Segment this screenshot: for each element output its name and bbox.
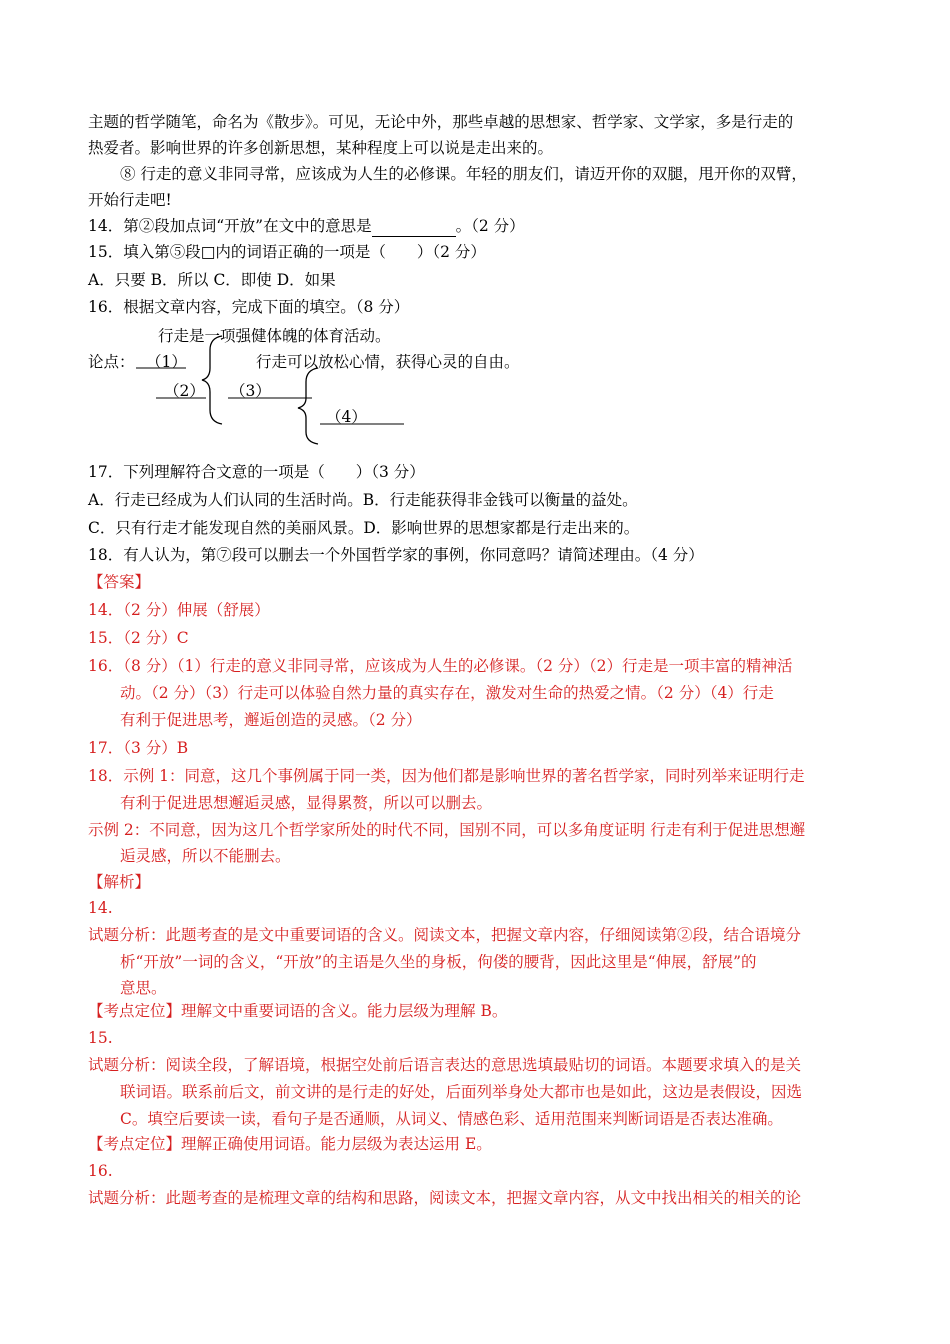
answer-18: 18．示例 1：同意，这几个事例属于同一类，因为他们都是影响世界的著名哲学家，同时列举来证明行走: [88, 767, 805, 785]
answer-header: 【答案】: [88, 573, 151, 591]
question-15: 15．填入第⑤段□内的词语正确的一项是（ ）（2 分）: [88, 243, 486, 261]
analysis-16: 试题分析：此题考查的是梳理文章的结构和思路，阅读文本，把握文章内容，从文中找出相关的相关的论: [88, 1189, 802, 1207]
question-14-points: 。（2 分）: [455, 217, 525, 235]
question-18: 18．有人认为，第⑦段可以删去一个外国哲学家的事例，你同意吗？请简述理由。（4 分）: [88, 546, 704, 564]
tree-item-top: 行走是一项强健体魄的体育活动。: [158, 327, 391, 345]
analysis-number-16: 16.: [88, 1162, 113, 1180]
question-17: 17．下列理解符合文意的一项是（ ）（3 分）: [88, 463, 425, 481]
answer-18-example-2: 示例 2：不同意，因为这几个哲学家所处的时代不同，国别不同，可以多角度证明 行走有利于促进思想邂: [88, 821, 806, 839]
tree-blank-1: （1）: [146, 353, 187, 371]
analysis-15-cont: 联词语。联系前后文，前文讲的是行走的好处，后面列举身处大都市也是如此，这边是表假设，因选: [120, 1083, 803, 1101]
answer-18-cont: 有利于促进思想邂逅灵感，显得累赘，所以可以删去。: [120, 794, 493, 812]
analysis-number-14: 14.: [88, 899, 113, 917]
answer-17: 17．（3 分）B: [88, 739, 189, 757]
passage-line: 主题的哲学随笔，命名为《散步》。可见，无论中外，那些卓越的思想家、哲学家、文学家，多是行走的: [88, 113, 794, 131]
key-point-15: [88, 1134, 868, 1154]
answer-15: 15．（2 分）C: [88, 629, 189, 647]
key-point-tag: 【考点定位】: [88, 1002, 182, 1020]
analysis-number-15: 15.: [88, 1029, 113, 1047]
tree-item-mid: 行走可以放松心情，获得心灵的自由。: [256, 353, 520, 371]
question-14-text: 14．第②段加点词“开放”在文中的意思是: [88, 217, 372, 235]
question-17-options-cd: C．只有行走才能发现自然的美丽风景。D．影响世界的思想家都是行走出来的。: [88, 519, 640, 537]
bracket-lines: [0, 0, 950, 460]
question-15-options: A．只要 B．所以 C．即使 D．如果: [88, 271, 336, 289]
key-point-tag: 【考点定位】: [88, 1135, 182, 1153]
key-point-text: 理解正确使用词语。能力层级为表达运用 E。: [181, 1135, 492, 1153]
answer-18-cont: 逅灵感，所以不能删去。: [120, 847, 291, 865]
passage-line: 热爱者。影响世界的许多创新思想，某种程度上可以说是走出来的。: [88, 139, 554, 157]
key-point-14: [88, 1001, 868, 1021]
analysis-14-cont: 析“开放”一词的含义，“开放”的主语是久坐的身板，佝偻的腰背，因此这里是“伸展，舒展”的: [120, 953, 757, 971]
passage-paragraph-8: ⑧ 行走的意义非同寻常，应该成为人生的必修课。年轻的朋友们，请迈开你的双腿，甩开你的双臂，: [120, 165, 807, 183]
answer-16-cont: 动。（2 分）（3）行走可以体验自然力量的真实存在，激发对生命的热爱之情。（2 分）（4）行走: [120, 684, 774, 702]
answer-14: 14．（2 分）伸展（舒展）: [88, 601, 270, 619]
analysis-14-cont: 意思。: [120, 979, 167, 997]
answer-16: 16．（8 分）（1）行走的意义非同寻常，应该成为人生的必修课。（2 分）（2）行走是一项丰富的精神活: [88, 657, 793, 675]
analysis-15-cont: C。填空后要读一读，看句子是否通顺，从词义、情感色彩、适用范围来判断词语是否表达准确。: [120, 1110, 783, 1128]
tree-label: 论点：: [88, 353, 135, 371]
key-point-text: 理解文中重要词语的含义。能力层级为理解 B。: [181, 1002, 508, 1020]
tree-blank-3: （3）: [230, 382, 271, 400]
tree-blank-2: （2）: [164, 382, 205, 400]
passage-line: 开始行走吧!: [88, 191, 172, 209]
question-16: 16．根据文章内容，完成下面的填空。（8 分）: [88, 298, 410, 316]
question-17-options-ab: A．行走已经成为人们认同的生活时尚。B．行走能获得非金钱可以衡量的益处。: [88, 491, 638, 509]
answer-16-cont: 有利于促进思考，邂逅创造的灵感。（2 分）: [120, 711, 422, 729]
tree-blank-4: （4）: [326, 408, 367, 426]
analysis-14: 试题分析：此题考查的是文中重要词语的含义。阅读文本，把握文章内容，仔细阅读第②段，结合语境分: [88, 926, 802, 944]
analysis-15: 试题分析：阅读全段，了解语境，根据空处前后语言表达的意思选填最贴切的词语。本题要求填入的是关: [88, 1056, 802, 1074]
analysis-header: 【解析】: [88, 873, 151, 891]
